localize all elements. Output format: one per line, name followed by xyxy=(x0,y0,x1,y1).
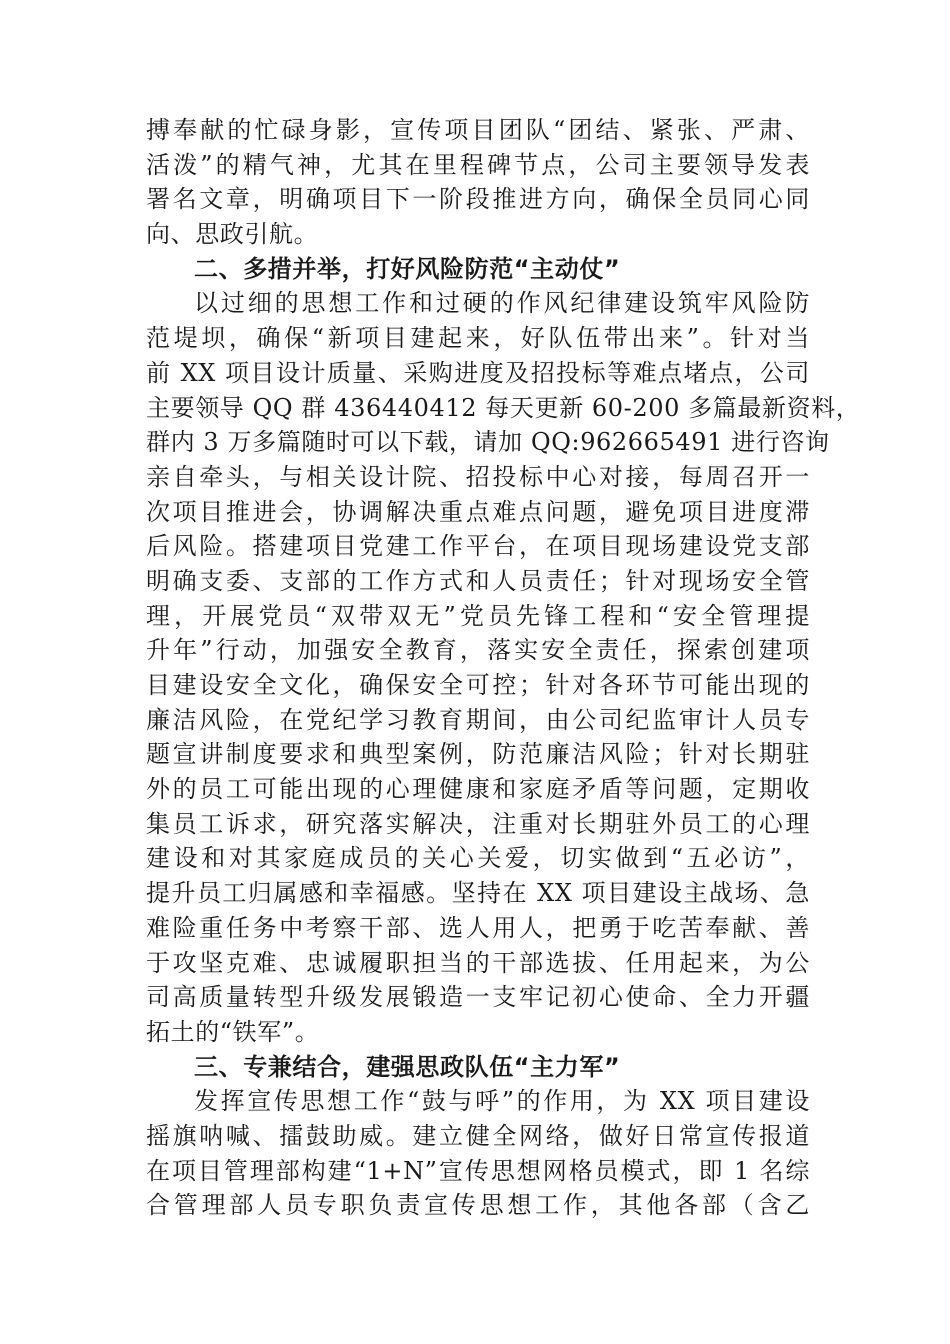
text-line: 以过细的思想工作和过硬的作风纪律建设筑牢风险防 xyxy=(194,289,810,318)
text-line: 后风险。搭建项目党建工作平台，在项目现场建设党支部 xyxy=(146,532,810,561)
text-line: 亲自牵头，与相关设计院、招投标中心对接，每周召开一 xyxy=(146,462,810,491)
text-line: 范堤坝，确保“新项目建起来，好队伍带出来”。针对当 xyxy=(146,324,810,353)
text-line: 理，开展党员“双带双无”党员先锋工程和“安全管理提 xyxy=(146,601,810,630)
text-line: 司高质量转型升级发展锻造一支牢记初心使命、全力开疆 xyxy=(146,983,810,1012)
text-line: 目建设安全文化，确保安全可控；针对各环节可能出现的 xyxy=(146,671,810,699)
document-page xyxy=(146,113,861,1223)
text-line: 活泼”的精气神，尤其在里程碑节点，公司主要领导发表 xyxy=(146,150,810,179)
section-heading: 三、专兼结合，建强思政队伍“主力军” xyxy=(194,1052,621,1081)
paragraph-3 xyxy=(146,1084,810,1223)
text-line: 提升员工归属感和幸福感。坚持在 XX 项目建设主战场、急 xyxy=(146,879,810,908)
paragraph-2 xyxy=(146,286,861,1049)
text-line: 明确支委、支部的工作方式和人员责任；针对现场安全管 xyxy=(146,566,810,595)
text-line: 主要领导 QQ 群 436440412 每天更新 60-200 多篇最新资料， xyxy=(146,393,861,422)
text-line: 集员工诉求，研究落实解决，注重对长期驻外员工的心理 xyxy=(146,809,810,838)
text-line: 合管理部人员专职负责宣传思想工作，其他各部（含乙 xyxy=(146,1191,810,1220)
text-line: 次项目推进会，协调解决重点难点问题，避免项目进度滞 xyxy=(146,497,810,526)
text-line: 升年”行动，加强安全教育，落实安全责任，探索创建项 xyxy=(146,636,810,665)
text-line: 搏奉献的忙碌身影，宣传项目团队“团结、紧张、严肃、 xyxy=(146,116,810,144)
text-line: 前 XX 项目设计质量、采购进度及招投标等难点堵点，公司 xyxy=(146,358,810,387)
text-line: 题宣讲制度要求和典型案例，防范廉洁风险；针对长期驻 xyxy=(146,740,810,769)
paragraph-1 xyxy=(146,113,810,252)
section-heading: 二、多措并举，打好风险防范“主动仗” xyxy=(194,254,621,283)
text-line: 廉洁风险，在党纪学习教育期间，由公司纪监审计人员专 xyxy=(146,705,810,734)
text-line: 署名文章，明确项目下一阶段推进方向，确保全员同心同 xyxy=(146,185,810,214)
text-line: 建设和对其家庭成员的关心关爱，切实做到“五必访”， xyxy=(146,844,810,873)
text-line: 拓土的“铁军”。 xyxy=(146,1017,320,1046)
text-line: 发挥宣传思想工作“鼓与呼”的作用，为 XX 项目建设 xyxy=(194,1087,810,1116)
text-line: 在项目管理部构建“1+N”宣传思想网格员模式，即 1 名综 xyxy=(146,1156,810,1185)
text-line: 群内 3 万多篇随时可以下载，请加 QQ:962665491 进行咨询 xyxy=(146,428,830,457)
text-line: 于攻坚克难、忠诚履职担当的干部选拔、任用起来，为公 xyxy=(146,948,810,977)
text-line: 难险重任务中考察干部、选人用人，把勇于吃苦奉献、善 xyxy=(146,913,810,942)
text-line: 摇旗呐喊、擂鼓助威。建立健全网络，做好日常宣传报道 xyxy=(146,1121,810,1150)
text-line: 外的员工可能出现的心理健康和家庭矛盾等问题，定期收 xyxy=(146,775,810,804)
text-line: 向、思政引航。 xyxy=(146,220,319,249)
